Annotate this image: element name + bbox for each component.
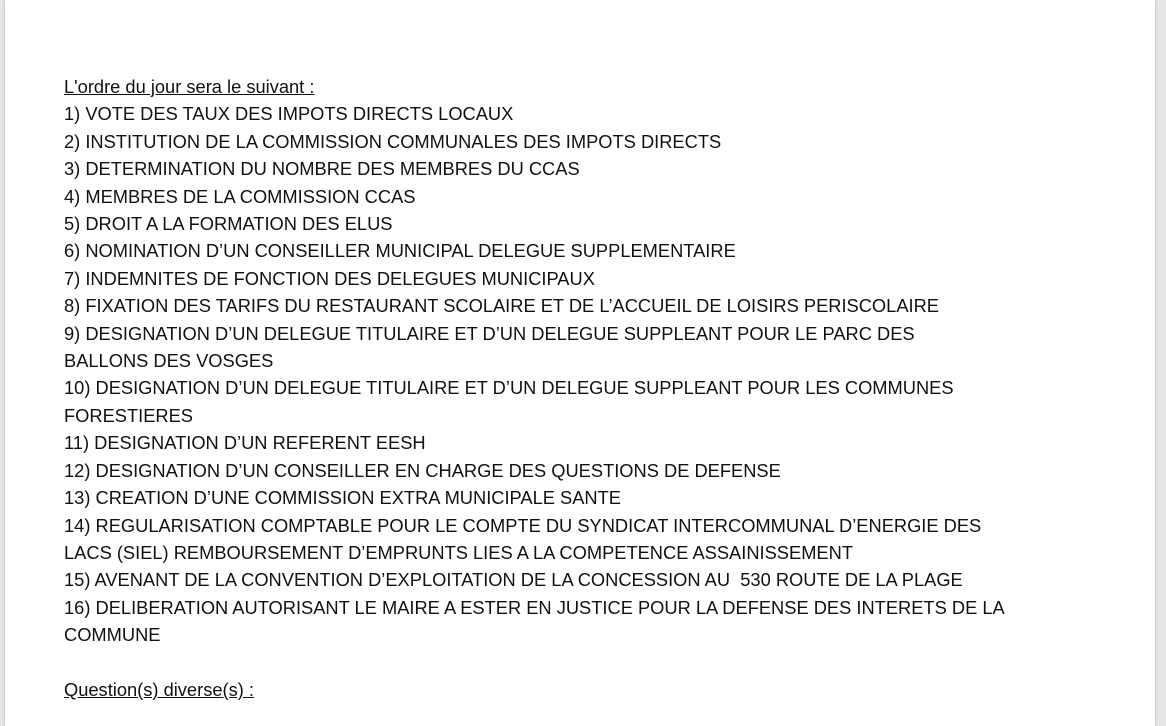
agenda-item	[64, 512, 1124, 567]
agenda-item	[64, 128, 1124, 155]
agenda-item-line: 15) AVENANT DE LA CONVENTION D’EXPLOITATION DE LA CONCESSION AU 530 ROUTE DE LA PLAGE	[64, 569, 963, 591]
agenda-item-line: COMMUNE	[64, 624, 161, 646]
agenda-item	[64, 265, 1124, 292]
agenda-item-line: 12) DESIGNATION D’UN CONSEILLER EN CHARGE DES QUESTIONS DE DEFENSE	[64, 459, 781, 481]
agenda-item	[64, 320, 1124, 375]
agenda-item	[64, 237, 1124, 264]
agenda-item	[64, 292, 1124, 319]
agenda-item-line: 9) DESIGNATION D’UN DELEGUE TITULAIRE ET D’UN DELEGUE SUPPLEANT POUR LE PARC DES	[64, 322, 915, 344]
agenda-item-line: 14) REGULARISATION COMPTABLE POUR LE COMPTE DU SYNDICAT INTERCOMMUNAL D’ENERGIE DES	[64, 514, 982, 536]
agenda-item-line: BALLONS DES VOSGES	[64, 350, 274, 372]
agenda-item-line: 13) CREATION D’UNE COMMISSION EXTRA MUNICIPALE SANTE	[64, 487, 621, 509]
document-page	[5, 0, 1155, 726]
agenda-item	[64, 457, 1124, 484]
agenda-item	[64, 210, 1124, 237]
agenda-item-line: 11) DESIGNATION D’UN REFERENT EESH	[64, 432, 426, 454]
agenda-item-line: 8) FIXATION DES TARIFS DU RESTAURANT SCOLAIRE ET DE L’ACCUEIL DE LOISIRS PERISCOLAIRE	[64, 295, 939, 317]
agenda-item	[64, 484, 1124, 511]
agenda-item	[64, 594, 1124, 649]
agenda-item-line: 2) INSTITUTION DE LA COMMISSION COMMUNALES DES IMPOTS DIRECTS	[64, 130, 722, 152]
agenda-heading: L'ordre du jour sera le suivant :	[64, 76, 315, 97]
agenda-item-line: FORESTIERES	[64, 404, 194, 426]
agenda-list	[64, 100, 1124, 648]
agenda-item-line: 7) INDEMNITES DE FONCTION DES DELEGUES MUNICIPAUX	[64, 267, 595, 289]
agenda-item	[64, 100, 1124, 127]
agenda-item	[64, 374, 1124, 429]
agenda-item-line: 5) DROIT A LA FORMATION DES ELUS	[64, 213, 393, 235]
spacer	[64, 649, 1124, 676]
agenda-item	[64, 566, 1124, 593]
agenda-item	[64, 155, 1124, 182]
questions-heading: Question(s) diverse(s) :	[64, 678, 254, 700]
agenda-item-line: 4) MEMBRES DE LA COMMISSION CCAS	[64, 185, 416, 207]
agenda-item-line: 1) VOTE DES TAUX DES IMPOTS DIRECTS LOCAUX	[64, 103, 514, 125]
agenda-item-line: 6) NOMINATION D’UN CONSEILLER MUNICIPAL DELEGUE SUPPLEMENTAIRE	[64, 240, 736, 262]
agenda-item-line: 16) DELIBERATION AUTORISANT LE MAIRE A ESTER EN JUSTICE POUR LA DEFENSE DES INTERETS DE LA	[64, 596, 1005, 618]
agenda-item-line: LACS (SIEL) REMBOURSEMENT D’EMPRUNTS LIES A LA COMPETENCE ASSAINISSEMENT	[64, 541, 853, 563]
agenda-item-line: 10) DESIGNATION D’UN DELEGUE TITULAIRE ET D’UN DELEGUE SUPPLEANT POUR LES COMMUNES	[64, 377, 954, 399]
agenda-item-line: 3) DETERMINATION DU NOMBRE DES MEMBRES DU CCAS	[64, 158, 580, 180]
agenda-item	[64, 429, 1124, 456]
document-content	[64, 73, 1124, 703]
agenda-item	[64, 183, 1124, 210]
